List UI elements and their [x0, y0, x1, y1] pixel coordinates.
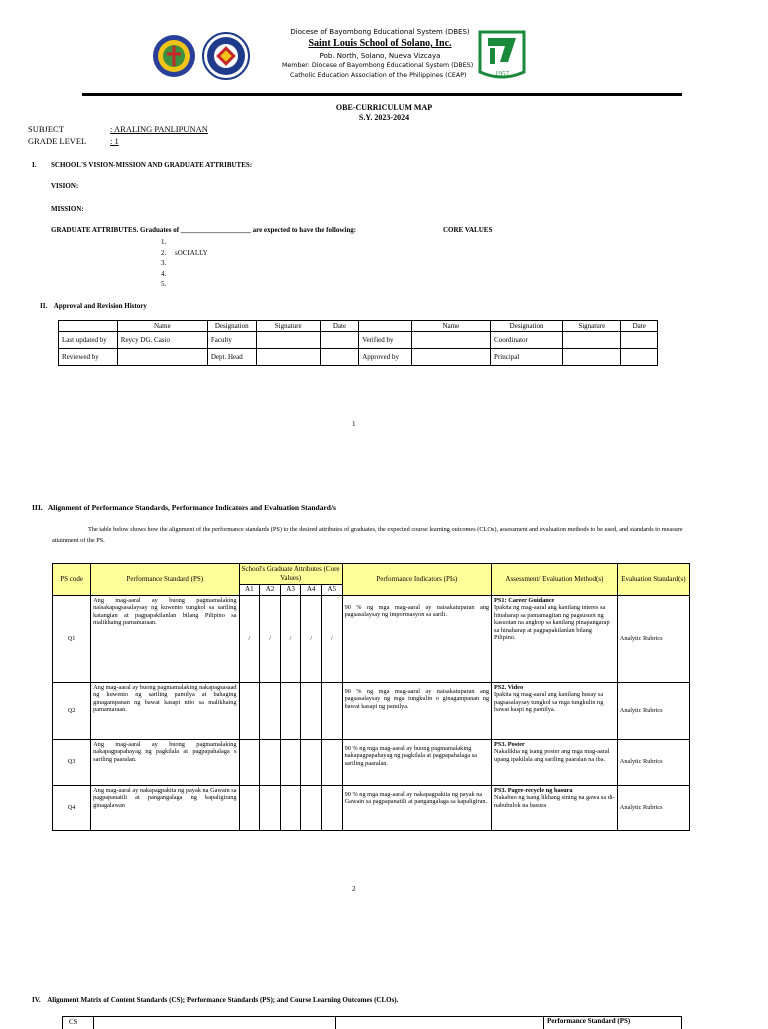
anniversary-year: 1957: [495, 70, 509, 78]
table-cell: Reycy DG. Casio: [117, 332, 207, 349]
attribute-mark: [301, 682, 322, 739]
assessment-text: Nakalikha ng isang poster ang mga mag-aaral upang ipakilala ang sariling paaralan na iba.: [494, 748, 610, 763]
table-row: [53, 739, 690, 785]
header-a3: A3: [280, 585, 301, 596]
ps-cell: Ang mag-aaral ay nakapagpakita ng payak na Gawain sa pagpapanatili at pangangalaga ng kapaligirang ginagalawan: [91, 785, 239, 830]
header-cell: Designation: [491, 321, 563, 332]
section-1-title: SCHOOL'S VISION-MISSION AND GRADUATE ATTRIBUTES:: [51, 161, 253, 169]
header-ps-code: PS code: [53, 564, 91, 596]
header-a5: A5: [321, 585, 342, 596]
header-divider: [82, 93, 682, 96]
pi-cell: 90 % ng mga mag-aaral ay nakapagpakita ng payak na Gawain sa pagpapanatili at pangangalaga sa kapaligiran.: [342, 785, 491, 830]
attribute-mark: [239, 785, 260, 830]
table-cell: [563, 332, 621, 349]
table-cell: [320, 332, 358, 349]
assessment-text: Nakabuo ng isang likhang sining na gawa sa di-nabubulok na basura: [494, 794, 615, 809]
page-number: 1: [352, 420, 356, 428]
approval-history-table: [58, 320, 658, 366]
table-cell: Faculty: [207, 332, 256, 349]
evaluation-cell: Analytic Rubrics: [617, 595, 689, 682]
table-row: [59, 349, 658, 366]
attribute-mark: [260, 682, 281, 739]
table-cell: Last updated by: [59, 332, 118, 349]
attribute-mark: /: [321, 595, 342, 682]
attribute-mark: [321, 785, 342, 830]
school-name: Saint Louis School of Solano, Inc.: [308, 38, 452, 49]
header-cell: Signature: [256, 321, 320, 332]
header-graduate-attributes: School's Graduate Attributes (Core Values): [239, 564, 342, 585]
school-address: Pob. North, Solano, Nueva Vizcaya: [319, 52, 441, 60]
table-cell: [256, 349, 320, 366]
table-row: [53, 595, 690, 682]
attribute-mark: /: [301, 595, 322, 682]
pi-cell: 90 % ng mga mag-aaral ay naisakatuparan ang pagsasalaysay ng mga tungkulin o ginagampanan ng bawat kasapi ng pamilya.: [342, 682, 491, 739]
attribute-mark: [301, 739, 322, 785]
table-cell: Verified by: [359, 332, 411, 349]
assessment-title: PS1: Career Guidance: [494, 596, 555, 604]
vision-label: VISION:: [51, 182, 79, 190]
section-2-title: II. Approval and Revision History: [40, 302, 147, 310]
ps-code-cell: Q4: [53, 785, 91, 830]
table-cell: [256, 332, 320, 349]
assessment-title: PS3. Pagre-recycle ng basura: [494, 786, 573, 794]
attribute-mark: [280, 739, 301, 785]
assessment-cell: [492, 739, 618, 785]
assessment-title: PS3. Poster: [494, 740, 525, 748]
table-cell: Reviewed by: [59, 349, 118, 366]
section-3-intro: The table below shows how the alignment of the performance standards (PS) to the desired attributes of graduates, the expected course learning outcomes (CLOs), assessment and evaluation methods to be used, and standards to measure attainment of the PS.: [52, 526, 683, 544]
table-row: [53, 785, 690, 830]
subject-value: : ARALING PANLIPUNAN: [110, 124, 208, 134]
attribute-item: 3.: [161, 259, 167, 267]
assessment-text: Ipakita ng mag-aaral ang kanilang interes sa hinaharap sa pamamagitan ng pagsusuot ng kasuotan na angkop sa kanilang pinapangarap sa hinaharap at pagpapakilanlan bilang Pilipino.: [494, 604, 610, 641]
core-values-label: CORE VALUES: [443, 226, 493, 234]
table-cell: [621, 349, 658, 366]
alignment-matrix-table: [62, 1016, 682, 1029]
attribute-mark: [301, 785, 322, 830]
attribute-mark: /: [239, 595, 260, 682]
table-cell: Approved by: [359, 349, 411, 366]
table-cell: [411, 349, 490, 366]
performance-standards-table: [52, 563, 690, 831]
assessment-title: PS2. Video: [494, 683, 524, 691]
evaluation-cell: Analytic Rubrics: [617, 739, 689, 785]
table-header-row: [53, 564, 690, 585]
membership-line-1: Member: Diocese of Bayombong Educational System (DBES): [282, 62, 474, 69]
graduate-attributes-text: GRADUATE ATTRIBUTES. Graduates of ____________________ are expected to have the following:: [51, 226, 357, 234]
attribute-mark: [239, 739, 260, 785]
assessment-cell: [492, 595, 618, 682]
table-row: [59, 332, 658, 349]
diocese-name: Diocese of Bayombong Educational System (DBES): [290, 28, 470, 36]
attribute-mark: [321, 682, 342, 739]
grade-value: : 1: [110, 136, 119, 146]
header-cell: Name: [411, 321, 490, 332]
attribute-item: 5.: [161, 280, 167, 288]
header-cell: Signature: [563, 321, 621, 332]
pi-cell: 90 % ng mga mag-aaral ay buong pagmamalaking nakapagpapahayag ng pagkilala at pagpapahalaga sa sariling paaralan.: [342, 739, 491, 785]
attribute-mark: [260, 739, 281, 785]
table-cell: [117, 349, 207, 366]
header-assessment-method: Assessment/ Evaluation Method(s): [492, 564, 618, 596]
table-header-row: [59, 321, 658, 332]
attribute-mark: [260, 785, 281, 830]
header-cell: [59, 321, 118, 332]
evaluation-cell: Analytic Rubrics: [617, 785, 689, 830]
header-performance-standard: Performance Standard (PS): [91, 564, 239, 596]
cs-column-header: CS: [69, 1018, 78, 1026]
header-cell: Date: [621, 321, 658, 332]
assessment-text: Ipakita ng mag-aaral ang kanilang husay sa pagsasalaysay tungkol sa mga tungkulin ng bawat kaspi ng pamilya.: [494, 691, 604, 713]
column-divider: [543, 1017, 544, 1029]
section-1-number: I.: [32, 161, 37, 169]
ps-cell: Ang mag-aaral ay buong pagmamalaking naisakapagsasalaysay ng kuwento tungkol sa sariling katangian at pagpapakilanlan bilang Pilipino sa malikhaing pamamaraan.: [91, 595, 239, 682]
school-year: S.Y. 2023-2024: [358, 113, 410, 122]
table-cell: [563, 349, 621, 366]
attribute-item: 4.: [161, 269, 167, 278]
table-cell: Principal: [491, 349, 563, 366]
header-a2: A2: [260, 585, 281, 596]
pi-cell: 90 % ng mga mag-aaral ay naisakatuparan ang pagsasalaysay ng impormasyon sa sarili.: [342, 595, 491, 682]
table-cell: [621, 332, 658, 349]
header-cell: [359, 321, 411, 332]
attribute-list: [161, 237, 208, 290]
assessment-cell: [492, 682, 618, 739]
assessment-cell: [492, 785, 618, 830]
header-cell: Name: [117, 321, 207, 332]
attribute-mark: [280, 682, 301, 739]
column-divider: [335, 1017, 336, 1029]
section-4-title: IV. Alignment Matrix of Content Standards (CS); Performance Standards (PS); and Course Learning Outcomes (CLOs).: [32, 996, 399, 1004]
membership-line-2: Catholic Education Association of the Philippines (CEAP): [290, 72, 467, 79]
attribute-mark: /: [280, 595, 301, 682]
table-row: [53, 682, 690, 739]
attribute-mark: [280, 785, 301, 830]
section-3-title: III. Alignment of Performance Standards, Performance Indicators and Evaluation Standard/s: [32, 503, 336, 512]
header-a1: A1: [239, 585, 260, 596]
page-number: 2: [352, 885, 356, 893]
ps-code-cell: Q1: [53, 595, 91, 682]
evaluation-cell: Analytic Rubrics: [617, 682, 689, 739]
table-cell: Dept. Head: [207, 349, 256, 366]
document-title: OBE-CURRICULUM MAP: [335, 103, 433, 112]
ps-code-cell: Q2: [53, 682, 91, 739]
subject-label: SUBJECT: [28, 124, 64, 134]
diocese-seal: [152, 34, 196, 78]
header-cell: Designation: [207, 321, 256, 332]
attribute-mark: [239, 682, 260, 739]
ps-cell: Ang mag-aaral ay buong pagmamalaking nakapagsasaad ng kuwento ng sariling pamilya at bahaging ginagampanan ng bawat kasapi nito sa malikhaing pamamaraan.: [91, 682, 239, 739]
attribute-item: 2. sOCIALLY: [161, 248, 208, 257]
attribute-mark: [321, 739, 342, 785]
column-divider: [93, 1017, 94, 1029]
ps-cell: Ang mag-aaral ay buong pagmamalaking nakapagpapahayag ng pagkilala at pagpapahalaga s sariling paaralan.: [91, 739, 239, 785]
attribute-item: 1.: [161, 238, 167, 246]
table-cell: [411, 332, 490, 349]
table-cell: [320, 349, 358, 366]
header-cell: Date: [320, 321, 358, 332]
attribute-mark: /: [260, 595, 281, 682]
header-a4: A4: [301, 585, 322, 596]
mission-label: MISSION:: [51, 205, 84, 213]
school-seal: [202, 32, 250, 80]
header-evaluation-standard: Evaluation Standard(s): [617, 564, 689, 596]
ps-column-header: Performance Standard (PS): [547, 1017, 631, 1025]
table-cell: Coordinator: [491, 332, 563, 349]
grade-label: GRADE LEVEL: [28, 136, 87, 146]
ps-code-cell: Q3: [53, 739, 91, 785]
header-performance-indicators: Performance Indicators (PIs): [342, 564, 491, 596]
